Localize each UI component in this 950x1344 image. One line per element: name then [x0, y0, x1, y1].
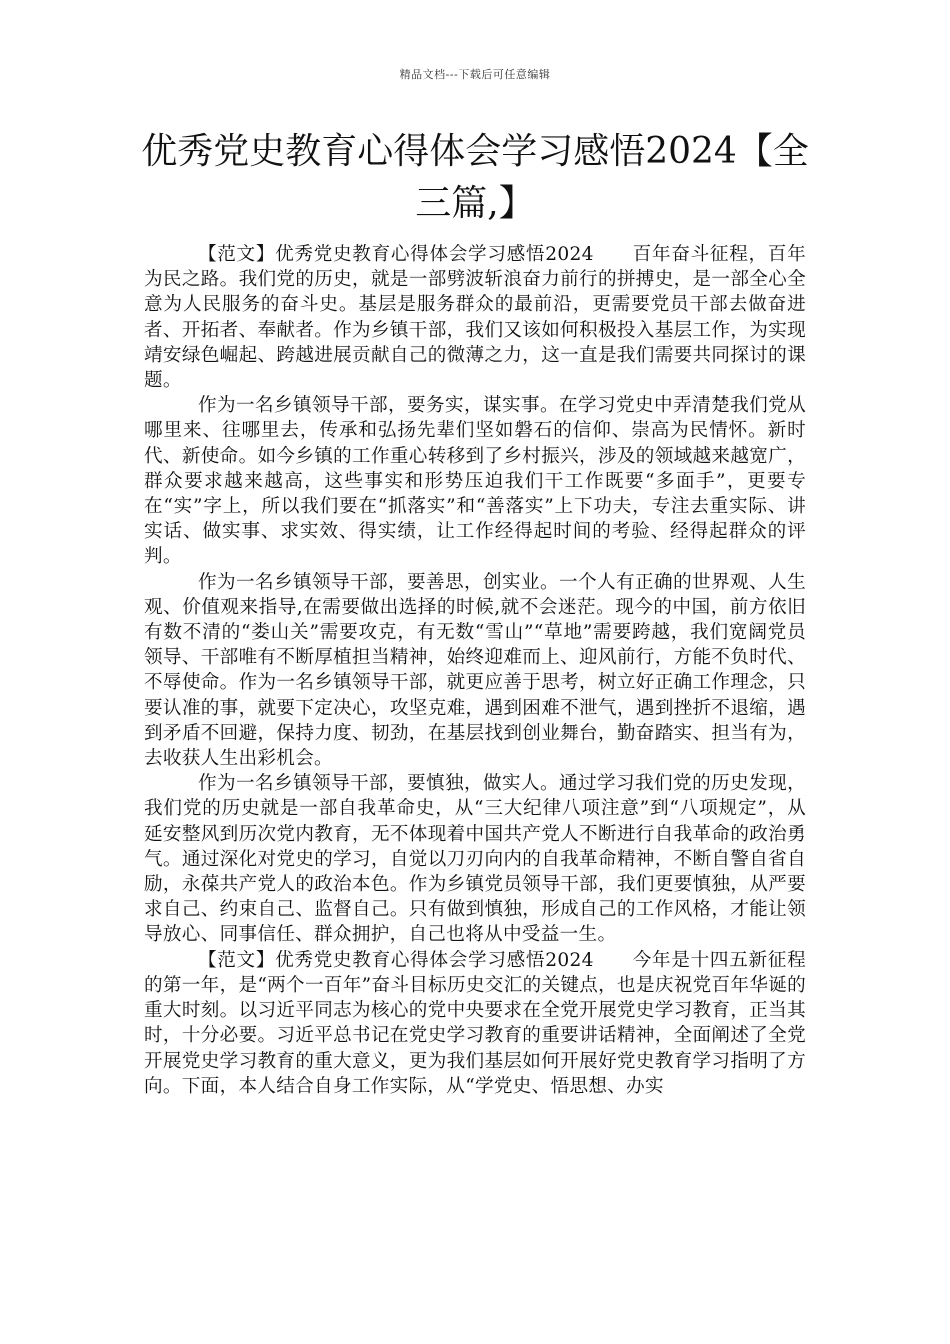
paragraph: 作为一名乡镇领导干部，要慎独，做实人。通过学习我们党的历史发现，我们党的历史就是一部自我革命史，从“三大纪律八项注意”到“八项规定”，从延安整风到历次党内教育，无不体现着中国共产党人不断进行自我革命的政治勇气。通过深化对党史的学习，自觉以刀刃向内的自我革命精神，不断自警自省自励，永葆共产党人的政治本色。作为乡镇党员领导干部，我们更要慎独，从严要求自己、约束自己、监督自己。只有做到慎独，形成自己的工作风格，才能让领导放心、同事信任、群众拥护，自己也将从中受益一生。 — [144, 773, 806, 946]
document-body — [144, 242, 806, 1099]
paragraph: 【范文】优秀党史教育心得体会学习感悟2024 今年是十四五新征程的第一年，是“两个一百年”奋斗目标历史交汇的关键点，也是庆祝党百年华诞的重大时刻。以习近平同志为核心的党中央要求在全党开展党史学习教育，正当其时，十分必要。习近平总书记在党史学习教育的重要讲话精神，全面阐述了全党开展党史学习教育的重大意义，更为我们基层如何开展好党史教育学习指明了方向。下面，本人结合自身工作实际，从“学党史、悟思想、办实 — [144, 949, 806, 1097]
paragraph: 作为一名乡镇领导干部，要善思，创实业。一个人有正确的世界观、人生观、价值观来指导,在需要做出选择的时候,就不会迷茫。现今的中国，前方依旧有数不清的“娄山关”需要攻克，有无数“雪山”“草地”需要跨越，我们宽阔党员领导、干部唯有不断厚植担当精神，始终迎难而上、迎风前行，方能不负时代、不辱使命。作为一名乡镇领导干部，就更应善于思考，树立好正确工作理念，只要认准的事，就要下定决心，攻坚克难，遇到困难不泄气，遇到挫折不退缩，遇到矛盾不回避，保持力度、韧劲，在基层找到创业舞台，勤奋踏实、担当有为，去收获人生出彩机会。 — [144, 571, 806, 770]
paragraph: 作为一名乡镇领导干部，要务实，谋实事。在学习党史中弄清楚我们党从哪里来、往哪里去，传承和弘扬先辈们坚如磐石的信仰、崇高为民情怀。新时代、新使命。如今乡镇的工作重心转移到了乡村振兴，涉及的领域越来越宽广，群众要求越来越高，这些事实和形势压迫我们干工作既要“多面手”，更要专在“实”字上，所以我们要在“抓落实”和“善落实”上下功夫，专注去重实际、讲实话、做实事、求实效、得实绩，让工作经得起时间的考验、经得起群众的评判。 — [144, 395, 806, 568]
document-title: 优秀党史教育心得体会学习感悟2024【全三篇,】 — [141, 131, 809, 224]
paragraph: 【范文】优秀党史教育心得体会学习感悟2024 百年奋斗征程，百年为民之路。我们党的历史，就是一部劈波斩浪奋力前行的拼搏史，是一部全心全意为人民服务的奋斗史。基层是服务群众的最前沿，更需要党员干部去做奋进者、开拓者、奉献者。作为乡镇干部，我们又该如何积极投入基层工作，为实现靖安绿色崛起、跨越进展贡献自己的微薄之力，这一直是我们需要共同探讨的课题。 — [144, 244, 806, 392]
header-note: 精品文档---下载后可任意编辑 — [399, 68, 551, 81]
